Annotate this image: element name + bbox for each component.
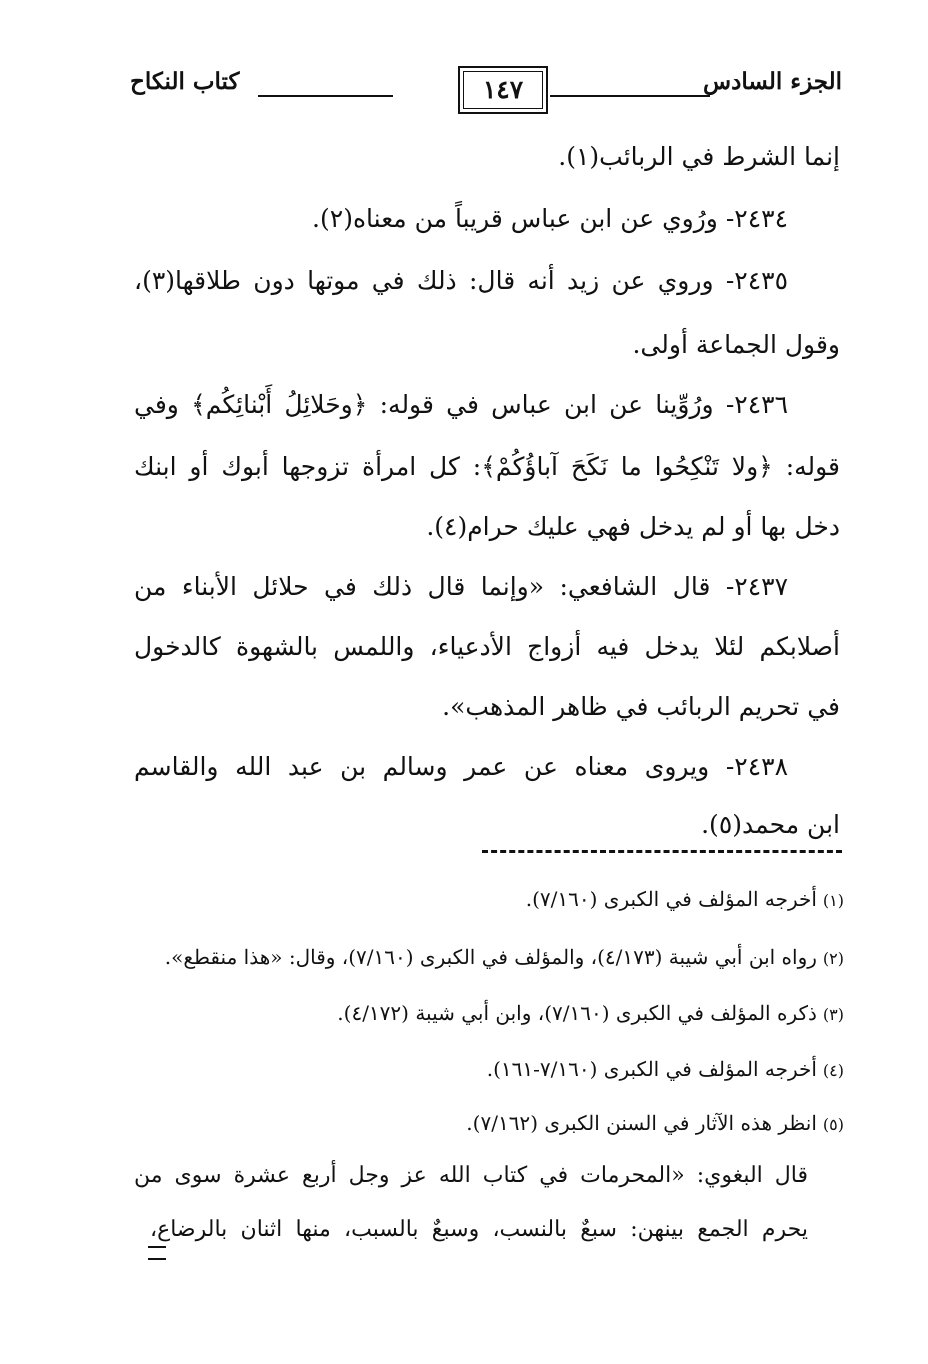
footnote-number: (١) bbox=[822, 891, 844, 910]
text-line: وقول الجماعة أولى. bbox=[632, 330, 840, 359]
text-line: ٢٤٣٨- ويروى معناه عن عمر وسالم بن عبد الله والقاسم bbox=[134, 752, 788, 781]
footnote-text: رواه ابن أبي شيبة (٤/١٧٣)، والمؤلف في الكبرى (٧/١٦٠)، وقال: «هذا منقطع». bbox=[164, 945, 817, 969]
footnote bbox=[466, 1108, 844, 1140]
footnote-text: أخرجه المؤلف في الكبرى (٧/١٦٠-١٦١). bbox=[486, 1057, 817, 1081]
footnote-text: ذكره المؤلف في الكبرى (٧/١٦٠)، وابن أبي شيبة (٤/١٧٢). bbox=[337, 1001, 817, 1025]
text-line: ٢٤٣٦- ورُوِّينا عن ابن عباس في قوله: ﴿وحَلائِلُ أَبْنائِكُم﴾ وفي bbox=[134, 390, 788, 419]
footnote-number: (٥) bbox=[822, 1115, 844, 1134]
text-line: دخل بها أو لم يدخل فهي عليك حرام(٤). bbox=[426, 512, 840, 541]
text-line: ٢٤٣٧- قال الشافعي: «وإنما قال ذلك في حلائل الأبناء من bbox=[134, 572, 788, 601]
page-number: ١٤٧ bbox=[458, 66, 548, 114]
footnote bbox=[526, 884, 844, 916]
text-line: قوله: ﴿ولا تَنْكِحُوا ما نَكَحَ آباؤُكُمْ﴾: كل امرأة تزوجها أبوك أو ابنك bbox=[134, 452, 840, 481]
footnote-separator bbox=[482, 850, 842, 853]
footnote-text: أخرجه المؤلف في الكبرى (٧/١٦٠). bbox=[525, 887, 817, 911]
text-line: في تحريم الربائب في ظاهر المذهب». bbox=[442, 692, 840, 721]
text-line: أصلابكم لئلا يدخل فيه أزواج الأدعياء، واللمس بالشهوة كالدخول bbox=[134, 632, 840, 661]
footnote bbox=[165, 942, 844, 974]
commentary-line: يحرم الجمع بينهن: سبعٌ بالنسب، وسبعٌ بالسبب، منها اثنان بالرضاع، bbox=[150, 1217, 808, 1242]
footnote bbox=[487, 1054, 844, 1086]
footnote-number: (٢) bbox=[822, 949, 844, 968]
header-rule-right bbox=[550, 95, 710, 97]
book-title: كتاب النكاح bbox=[130, 68, 240, 95]
volume-title: الجزء السادس bbox=[703, 68, 842, 95]
header-rule-left bbox=[258, 95, 393, 97]
text-line: إنما الشرط في الربائب(١). bbox=[558, 142, 840, 171]
text-line: ٢٤٣٤- ورُوي عن ابن عباس قريباً من معناه(٢). bbox=[312, 204, 788, 233]
footnote bbox=[337, 998, 844, 1030]
page-header bbox=[130, 52, 842, 122]
continuation-mark bbox=[148, 1246, 166, 1260]
footnote-text: انظر هذه الآثار في السنن الكبرى (٧/١٦٢). bbox=[466, 1111, 817, 1135]
commentary-line: قال البغوي: «المحرمات في كتاب الله عز وجل أربع عشرة سوى من bbox=[134, 1163, 808, 1188]
footnote-number: (٣) bbox=[822, 1005, 844, 1024]
footnote-number: (٤) bbox=[822, 1061, 844, 1080]
text-line: ابن محمد(٥). bbox=[701, 810, 840, 839]
text-line: ٢٤٣٥- وروي عن زيد أنه قال: ذلك في موتها دون طلاقها(٣)، bbox=[134, 266, 788, 295]
